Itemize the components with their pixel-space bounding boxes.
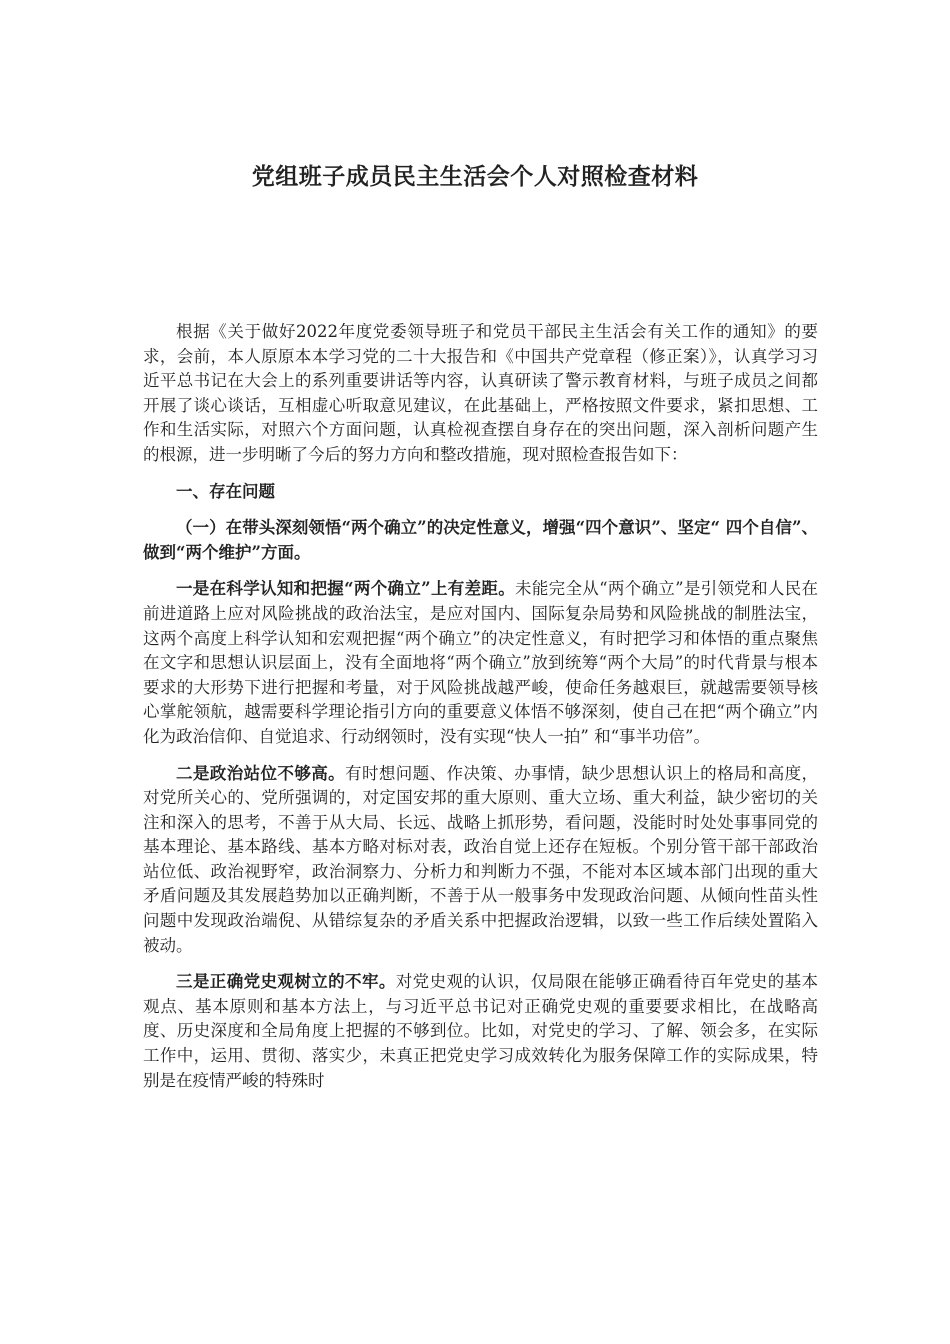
section-heading-problems: 一、存在问题 [176, 481, 275, 501]
point-text-3: 对党史观的认识，仅局限在能够正确看待百年党史的基本观点、基本原则和基本方法上，与习近平总书记对正确党史观的重要要求相比，在战略高度、历史深度和全局角度上把握的不够到位。比如，对党史的学习、了解、领会多，在实际工作中，运用、贯彻、落实少，未真正把党史学习成效转化为服务保障工作的实际成果，特别是在疫情严峻的特殊时 [143, 972, 819, 1090]
document-body [143, 320, 818, 1105]
point-paragraph-3 [143, 970, 818, 1093]
point-lead-1: 一是在科学认知和把握“两个确立”上有差距。 [176, 579, 516, 599]
point-lead-2: 二是政治站位不够高。 [176, 763, 346, 783]
point-lead-3: 三是正确党史观树立的不牢。 [176, 972, 396, 992]
point-text-1: 未能完全从“两个确立”是引领党和人民在前进道路上应对风险挑战的政治法宝，是应对国内、国际复杂局势和风险挑战的制胜法宝，这两个高度上科学认知和宏观把握“两个确立”的决定性意义，有时把学习和体悟的重点聚焦在文字和思想认识层面上，没有全面地将“两个确立”放到统筹“两个大局”的时代背景与根本要求的大形势下进行把握和考量，对于风险挑战越严峻，使命任务越艰巨，就越需要领导核心掌舵领航，越需要科学理论指引方向的重要意义体悟不够深刻，使自己在把“两个确立”内化为政治信仰、自觉追求、行动纲领时，没有实现“快人一拍” 和“事半功倍”。 [143, 579, 819, 746]
subsection-heading-one: （一）在带头深刻领悟“两个确立”的决定性意义，增强“四个意识”、坚定“ 四个自信”、做到“两个维护”方面。 [143, 518, 818, 562]
point-paragraph-2 [143, 762, 818, 959]
point-text-2: 有时想问题、作决策、办事情，缺少思想认识上的格局和高度，对党所关心的、党所强调的，对定国安邦的重大原则、重大立场、重大利益，缺少密切的关注和深入的思考，不善于从大局、长远、战略上抓形势，看问题，没能时时处处事事同党的基本理论、基本路线、基本方略对标对表，政治自觉上还存在短板。个别分管干部干部政治站位低、政治视野窄，政治洞察力、分析力和判断力不强，不能对本区域本部门出现的重大矛盾问题及其发展趋势加以正确判断，不善于从一般事务中发现政治问题、从倾向性苗头性问题中发现政治端倪、从错综复杂的矛盾关系中把握政治逻辑，以致一些工作后续处置陷入被动。 [143, 763, 819, 955]
document-title: 党组班子成员民主生活会个人对照检查材料 [251, 164, 699, 190]
point-paragraph-1 [143, 577, 818, 749]
intro-paragraph: 根据《关于做好2022年度党委领导班子和党员干部民主生活会有关工作的通知》的要求，会前，本人原原本本学习党的二十大报告和《中国共产党章程（修正案）》，认真学习习近平总书记在大会上的系列重要讲话等内容，认真研读了警示教育材料，与班子成员之间都开展了谈心谈话，互相虚心听取意见建议，在此基础上，严格按照文件要求，紧扣思想、工作和生活实际，对照六个方面问题，认真检视查摆自身存在的突出问题，深入剖析问题产生的根源，进一步明晰了今后的努力方向和整改措施，现对照检查报告如下： [143, 322, 818, 464]
